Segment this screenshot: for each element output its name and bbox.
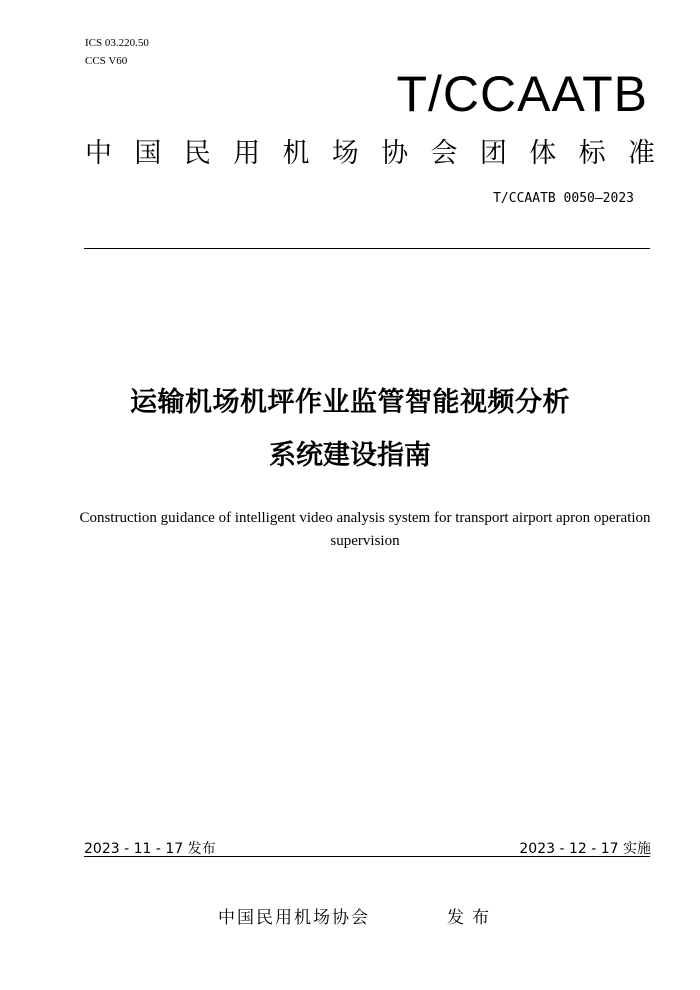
standard-brand-code: T/CCAATB <box>396 66 648 122</box>
publish-date: 2023 - 11 - 17 发布 <box>84 841 216 857</box>
category-char: 国 <box>134 138 162 169</box>
category-char: 场 <box>331 138 359 169</box>
chinese-title-line-1: 运输机场机坪作业监管智能视频分析 <box>130 387 570 418</box>
category-char: 会 <box>430 138 458 169</box>
issuing-organization: 中国民用机场协会 <box>218 908 370 928</box>
category-char: 中 <box>85 138 112 169</box>
standard-number: T/CCAATB 0050—2023 <box>493 191 634 206</box>
english-title: Construction guidance of intelligent video analysis system for transport airport apron operation supervision <box>79 510 651 549</box>
category-char: 体 <box>529 138 557 169</box>
ics-code: ICS 03.220.50 <box>85 37 149 49</box>
category-char: 协 <box>381 138 409 169</box>
bottom-divider <box>84 856 650 857</box>
chinese-title-line-2: 系统建设指南 <box>269 440 431 471</box>
category-char: 民 <box>183 138 211 169</box>
category-char: 标 <box>578 138 606 169</box>
standard-category-title <box>85 137 655 171</box>
issue-label: 发布 <box>447 908 497 928</box>
category-char: 用 <box>233 138 261 169</box>
category-char: 机 <box>282 138 310 169</box>
category-char: 准 <box>627 138 655 169</box>
implementation-date: 2023 - 12 - 17 实施 <box>519 841 651 857</box>
category-char: 团 <box>479 138 507 169</box>
top-divider <box>84 248 650 249</box>
ccs-code: CCS V60 <box>85 55 128 67</box>
